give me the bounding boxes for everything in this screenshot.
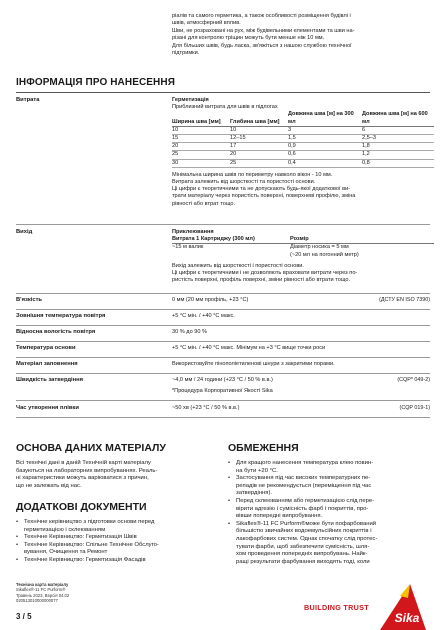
row-divider: [16, 293, 430, 294]
yield-heading: Приклеювання: [172, 229, 214, 235]
table-cell: 25: [172, 151, 230, 159]
table-row: [172, 244, 434, 259]
doc-item[interactable]: [16, 519, 221, 534]
per-meter-volume: (~20 мл на погонний метр): [290, 251, 359, 258]
intro-line: ріалів та самого герметика, а також особливості розміщення будівлі і: [172, 13, 351, 19]
footer-version: Травень 2023, Версія 04.02: [16, 592, 70, 598]
table-cell: 25: [230, 159, 288, 167]
footer-info: [16, 582, 69, 604]
logo-text: Sika: [394, 611, 420, 625]
text-line: Застосування під час високих температурних пе-: [236, 475, 371, 482]
text-line: Всі технічні дані в даній Технічній карті матеріалу: [16, 460, 151, 466]
row-divider: [16, 224, 430, 225]
consumption-table: [172, 111, 434, 167]
substrate-temp-label: Температура основи: [16, 345, 76, 351]
table-cell: 1,5: [288, 135, 362, 143]
substrate-temp-value: +5 °C мін. / +40 °C макс. Мінімум на +3 °C вище точки роси: [172, 345, 326, 351]
note-line: Мінімальна ширина швів по периметру навколо вікон - 10 мм.: [172, 171, 333, 178]
col-header: Витрата 1 Картриджу (300 мл): [172, 236, 290, 244]
row-divider: [16, 400, 430, 401]
doc-link-cont[interactable]: вування, Очищення та Ремонт: [24, 549, 108, 556]
table-row: [172, 151, 434, 159]
table-cell: 0,6: [288, 151, 362, 159]
backing-material-value: Використовуйте пінополіетиленові шнури з закритими порами.: [172, 361, 335, 367]
yield-notes: [172, 263, 434, 285]
col-header: Довжина шва [м] на 300 мл: [288, 111, 362, 126]
table-row: [172, 135, 434, 143]
building-trust-tagline: BUILDING TRUST: [304, 603, 369, 612]
text-line: затвердіння).: [236, 490, 273, 497]
table-cell: 30: [172, 159, 230, 167]
limits-title: ОБМЕЖЕННЯ: [228, 442, 299, 454]
consumption-notes: [172, 172, 434, 208]
table-cell: 3: [288, 126, 362, 134]
limit-item: [228, 460, 433, 475]
table-cell: 10: [230, 126, 288, 134]
intro-line: швів, атмосферний вплив.: [172, 20, 241, 27]
yield-table: [172, 236, 434, 259]
table-cell: 0,9: [288, 143, 362, 151]
doc-link[interactable]: Технічне Керівництво: Спільне Технічне Обслуго-: [24, 541, 159, 548]
cure-rate-value: ~4,0 мм / 24 години (+23 °C / 50 % в.в.): [172, 377, 273, 383]
table-cell: ~15 м валик: [172, 244, 204, 251]
limit-item: [228, 498, 433, 521]
consumption-heading: Герметизація: [172, 97, 209, 103]
table-cell: 2,5–3: [362, 135, 434, 143]
text-line: ні характеристики можуть варіюватися з причин,: [16, 475, 149, 482]
viscosity-value: 0 мм (20 мм профіль, +23 °C): [172, 297, 249, 303]
humidity-label: Відносна вологість повітря: [16, 329, 96, 335]
note-line: рівності або втрат тощо.: [172, 200, 236, 207]
text-line: тувати фарби, щоб забезпечити сумісність, шля-: [236, 543, 370, 550]
doc-item[interactable]: [16, 557, 221, 565]
viscosity-label: В'язкість: [16, 297, 42, 303]
table-cell: 20: [230, 151, 288, 159]
table-cell: 6: [362, 126, 434, 134]
text-line: хом проведення попередніх випробувань. Найк-: [236, 551, 368, 558]
doc-link[interactable]: Технічне Керівництво: Герметизація Швів: [24, 534, 137, 541]
intro-line: Для більших швів, будь ласка, зв'яжіться з нашою службою технічної: [172, 42, 352, 49]
skin-time-standard: (CQP 019-1): [399, 405, 430, 411]
doc-link-cont[interactable]: герметизацією і склеюванням: [24, 526, 106, 533]
table-cell: 0,4: [288, 159, 362, 167]
page-number: 3 / 5: [16, 612, 32, 621]
ambient-temp-value: +5 °C мін. / +40 °C макс.: [172, 313, 235, 319]
text-line: що не залежать від нас.: [16, 482, 82, 489]
text-line: вірити адгезію і сумісність фарб і покриттів, про-: [236, 505, 369, 512]
table-cell: 1,8: [362, 143, 434, 151]
intro-paragraph: [172, 13, 434, 57]
doc-link[interactable]: Технічне Керівництво: Герметизація Фасадів: [24, 556, 146, 563]
consumption-label: Витрата: [16, 97, 40, 103]
viscosity-standard: (ДСТУ EN ISO 7390): [379, 297, 430, 303]
yield-label: Вихід: [16, 229, 33, 235]
docs-title: ДОДАТКОВІ ДОКУМЕНТИ: [16, 501, 147, 513]
text-line: Перед склеюванням або герметизацією слід пере-: [236, 497, 375, 504]
table-cell: 17: [230, 143, 288, 151]
text-line: репадів не рекомендується (переміщення під час: [236, 482, 372, 489]
row-divider: [16, 309, 430, 310]
basis-title: ОСНОВА ДАНИХ МАТЕРІАЛУ: [16, 442, 166, 454]
row-divider: [16, 373, 430, 374]
yield-block: [172, 229, 434, 284]
footer-code: 020513010000000077: [16, 598, 58, 604]
col-header: Розмір: [290, 236, 434, 244]
limit-item: [228, 521, 433, 567]
table-cell: 1,2: [362, 151, 434, 159]
footer-doc-type: Технічна карта матеріалу: [16, 582, 69, 587]
text-line: ращі результати фарбування виходять тоді, коли: [236, 558, 370, 565]
doc-item[interactable]: [16, 534, 221, 542]
table-row: [172, 143, 434, 151]
table-row: [172, 126, 434, 134]
cure-rate-block: [172, 377, 434, 395]
text-line: вівши попередні випробування.: [236, 513, 323, 520]
doc-item[interactable]: [16, 542, 221, 557]
nozzle-diameter: Діаметр носика = 5 мм: [290, 244, 349, 251]
table-row: [172, 159, 434, 167]
intro-line: підтримки.: [172, 50, 200, 57]
col-header: Глибина шва [мм]: [230, 111, 288, 126]
consumption-block: [172, 97, 434, 208]
row-divider: [16, 357, 430, 358]
table-cell: 10: [172, 126, 230, 134]
note-line: Ці цифри є теоретичними та не допускають будь-якої додаткової ви-: [172, 186, 351, 193]
text-line: лакофарбових систем. Однак спочатку слід протес-: [236, 535, 378, 542]
docs-list: [16, 519, 221, 565]
sika-logo-icon: [380, 578, 428, 630]
skin-time-value: ~50 хв (+23 °C / 50 % в.в.): [172, 405, 240, 411]
row-divider: [16, 341, 430, 342]
row-divider: [16, 417, 430, 418]
table-cell: 0,8: [362, 159, 434, 167]
limit-item: [228, 475, 433, 498]
col-header: Довжина шва [м] на 600 мл: [362, 111, 434, 126]
footer-product: Sikaflex®-11 FC Purform®: [16, 587, 66, 593]
col-header: Ширина шва [мм]: [172, 111, 230, 126]
table-cell: 15: [172, 135, 230, 143]
text-line: базуються на лабораторних випробуваннях. Реаль-: [16, 467, 158, 474]
doc-link[interactable]: Технічне керівництво з підготовки основи перед: [24, 519, 155, 525]
consumption-subheading: Приблизний витрата для швів в підлогах: [172, 104, 278, 111]
table-header-row: [172, 111, 434, 126]
ambient-temp-label: Зовнішня температура повітря: [16, 313, 106, 319]
table-cell: [290, 244, 434, 259]
text-line: більшістю звичайних водоемульсійних покриттів і: [236, 528, 372, 535]
cure-rate-label: Швидкість затвердіння: [16, 377, 84, 383]
table-cell: 12–15: [230, 135, 288, 143]
table-header-row: [172, 236, 434, 244]
text-line: на бути +20 °C.: [236, 467, 278, 474]
text-line: Для кращого нанесення температура клею повин-: [236, 460, 374, 466]
section-divider: [16, 92, 430, 93]
skin-time-label: Час утворення плівки: [16, 405, 79, 411]
cure-rate-standard: (CQP* 049-2): [397, 377, 430, 383]
note-line: ристість поверхні, профіль поверхні, зміни рівності або втрати тощо.: [172, 277, 351, 284]
limits-list: [228, 460, 433, 566]
note-line: Вихід залежить від шорсткості і пористості основи.: [172, 262, 304, 269]
basis-text: [16, 460, 216, 490]
table-cell: 20: [172, 143, 230, 151]
row-divider: [16, 325, 430, 326]
text-line: Sikaflex®-11 FC Purform®може бути пофарбований: [236, 520, 377, 527]
note-line: трати матеріалу через пористість поверхні, поверхневі профілю, зміна: [172, 193, 356, 200]
intro-line: різані для контролю тріщин можуть бути менше ніж 10 мм.: [172, 35, 325, 42]
note-line: Ці цифри є теоретичними і не дозволяють враховати витрати через по-: [172, 270, 358, 277]
note-line: Витрата залежить від шорсткості та пористості основи.: [172, 179, 316, 186]
section-title: ІНФОРМАЦІЯ ПРО НАНЕСЕННЯ: [16, 77, 175, 88]
intro-line: Шви, не розраховані на рух, між будівельними елементами та шви на-: [172, 27, 355, 34]
cure-rate-footnote: *Процедура Корпоративної Якості Sika: [172, 388, 273, 395]
backing-material-label: Матеріал заповнення: [16, 361, 78, 367]
humidity-value: 30 % до 90 %: [172, 329, 207, 335]
